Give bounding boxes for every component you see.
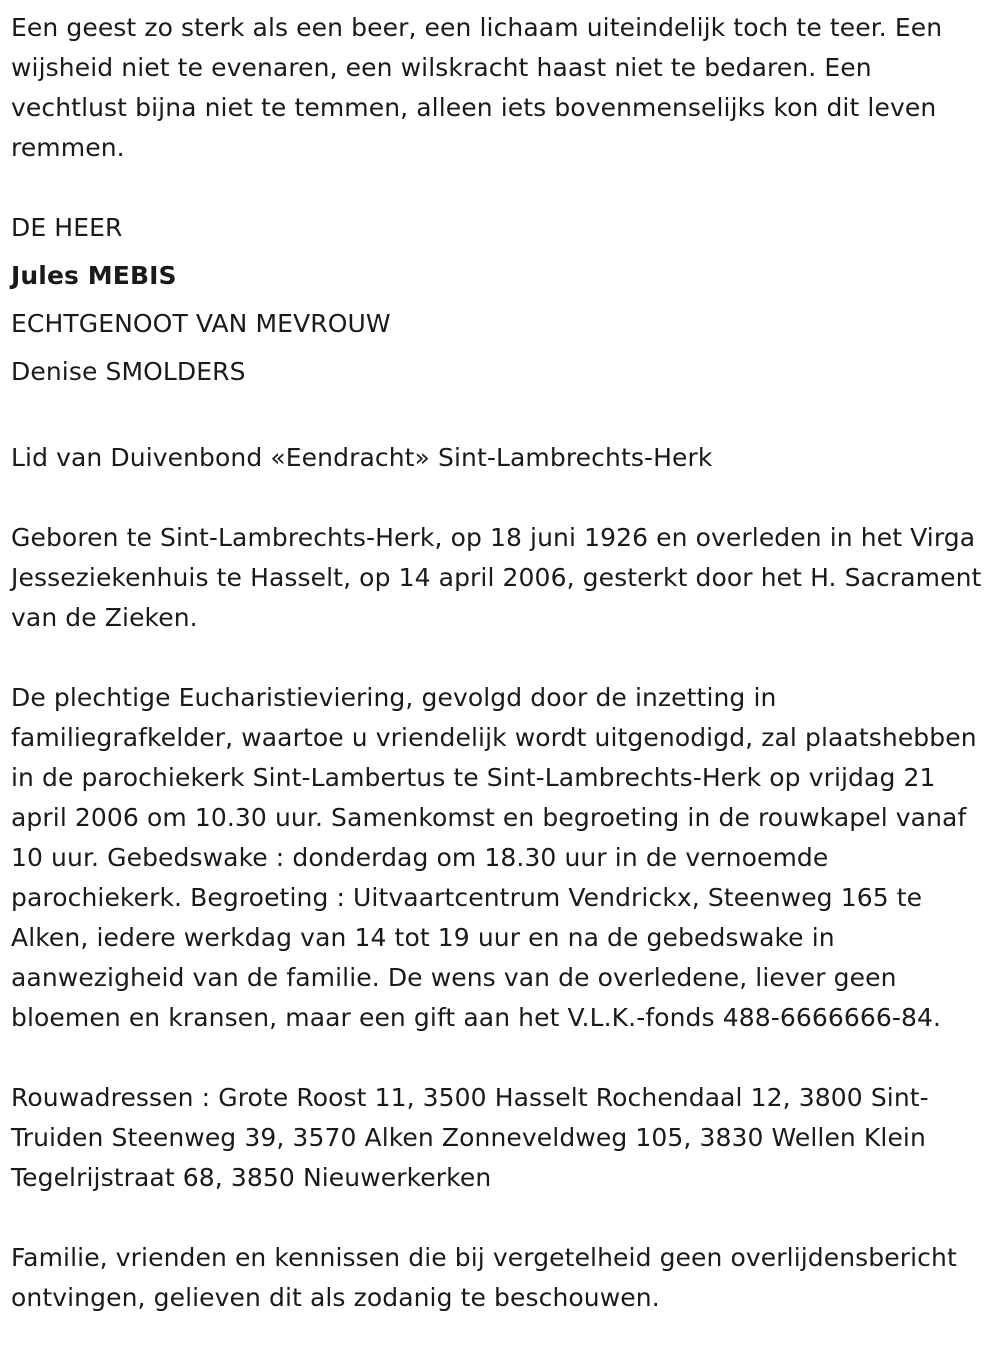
- spacer: [11, 168, 989, 208]
- ceremony-paragraph: De plechtige Eucharistieviering, gevolgd door de inzetting in familiegrafkelder, waartoe u vriendelijk wordt uitgenodigd, zal plaatshebben in de parochiekerk Sint-Lambertus te Sint-Lambrechts-Herk op vrijdag 21 april 2006 om 10.30 uur. Samenkomst en begroeting in de rouwkapel vanaf 10 uur. Gebedswake : donderdag om 18.30 uur in de vernoemde parochiekerk. Begroeting : Uitvaartcentrum Vendrickx, Steenweg 165 te Alken, iedere werkdag van 14 tot 19 uur en na de gebedswake in aanwezigheid van de familie. De wens van de overledene, liever geen bloemen en kransen, maar een gift aan het V.L.K.-fonds 488-6666666-84.: [11, 683, 977, 1032]
- spacer: [11, 396, 989, 438]
- spacer: [11, 478, 989, 518]
- spacer: [11, 1198, 989, 1238]
- spacer: [11, 1038, 989, 1078]
- title-line: DE HEER: [11, 213, 123, 242]
- relation-line: ECHTGENOOT VAN MEVROUW: [11, 309, 391, 338]
- membership-line: Lid van Duivenbond «Eendracht» Sint-Lambrechts-Herk: [11, 443, 713, 472]
- spacer: [11, 638, 989, 678]
- spouse-name: Denise SMOLDERS: [11, 357, 246, 386]
- deceased-name: Jules MEBIS: [11, 261, 177, 290]
- birth-death-paragraph: Geboren te Sint-Lambrechts-Herk, op 18 juni 1926 en overleden in het Virga Jesseziekenhuis te Hasselt, op 14 april 2006, gesterkt door het H. Sacrament van de Zieken.: [11, 523, 982, 632]
- closing-paragraph: Familie, vrienden en kennissen die bij vergetelheid geen overlijdensbericht ontvingen, gelieven dit als zodanig te beschouwen.: [11, 1243, 957, 1312]
- addresses-paragraph: Rouwadressen : Grote Roost 11, 3500 Hasselt Rochendaal 12, 3800 Sint-Truiden Steenweg 39, 3570 Alken Zonneveldweg 105, 3830 Wellen Klein Tegelrijstraat 68, 3850 Nieuwerkerken: [11, 1083, 929, 1192]
- poem-paragraph: Een geest zo sterk als een beer, een lichaam uiteindelijk toch te teer. Een wijsheid niet te evenaren, een wilskracht haast niet te bedaren. Een vechtlust bijna niet te temmen, alleen iets bovenmenselijks kon dit leven remmen.: [11, 13, 943, 162]
